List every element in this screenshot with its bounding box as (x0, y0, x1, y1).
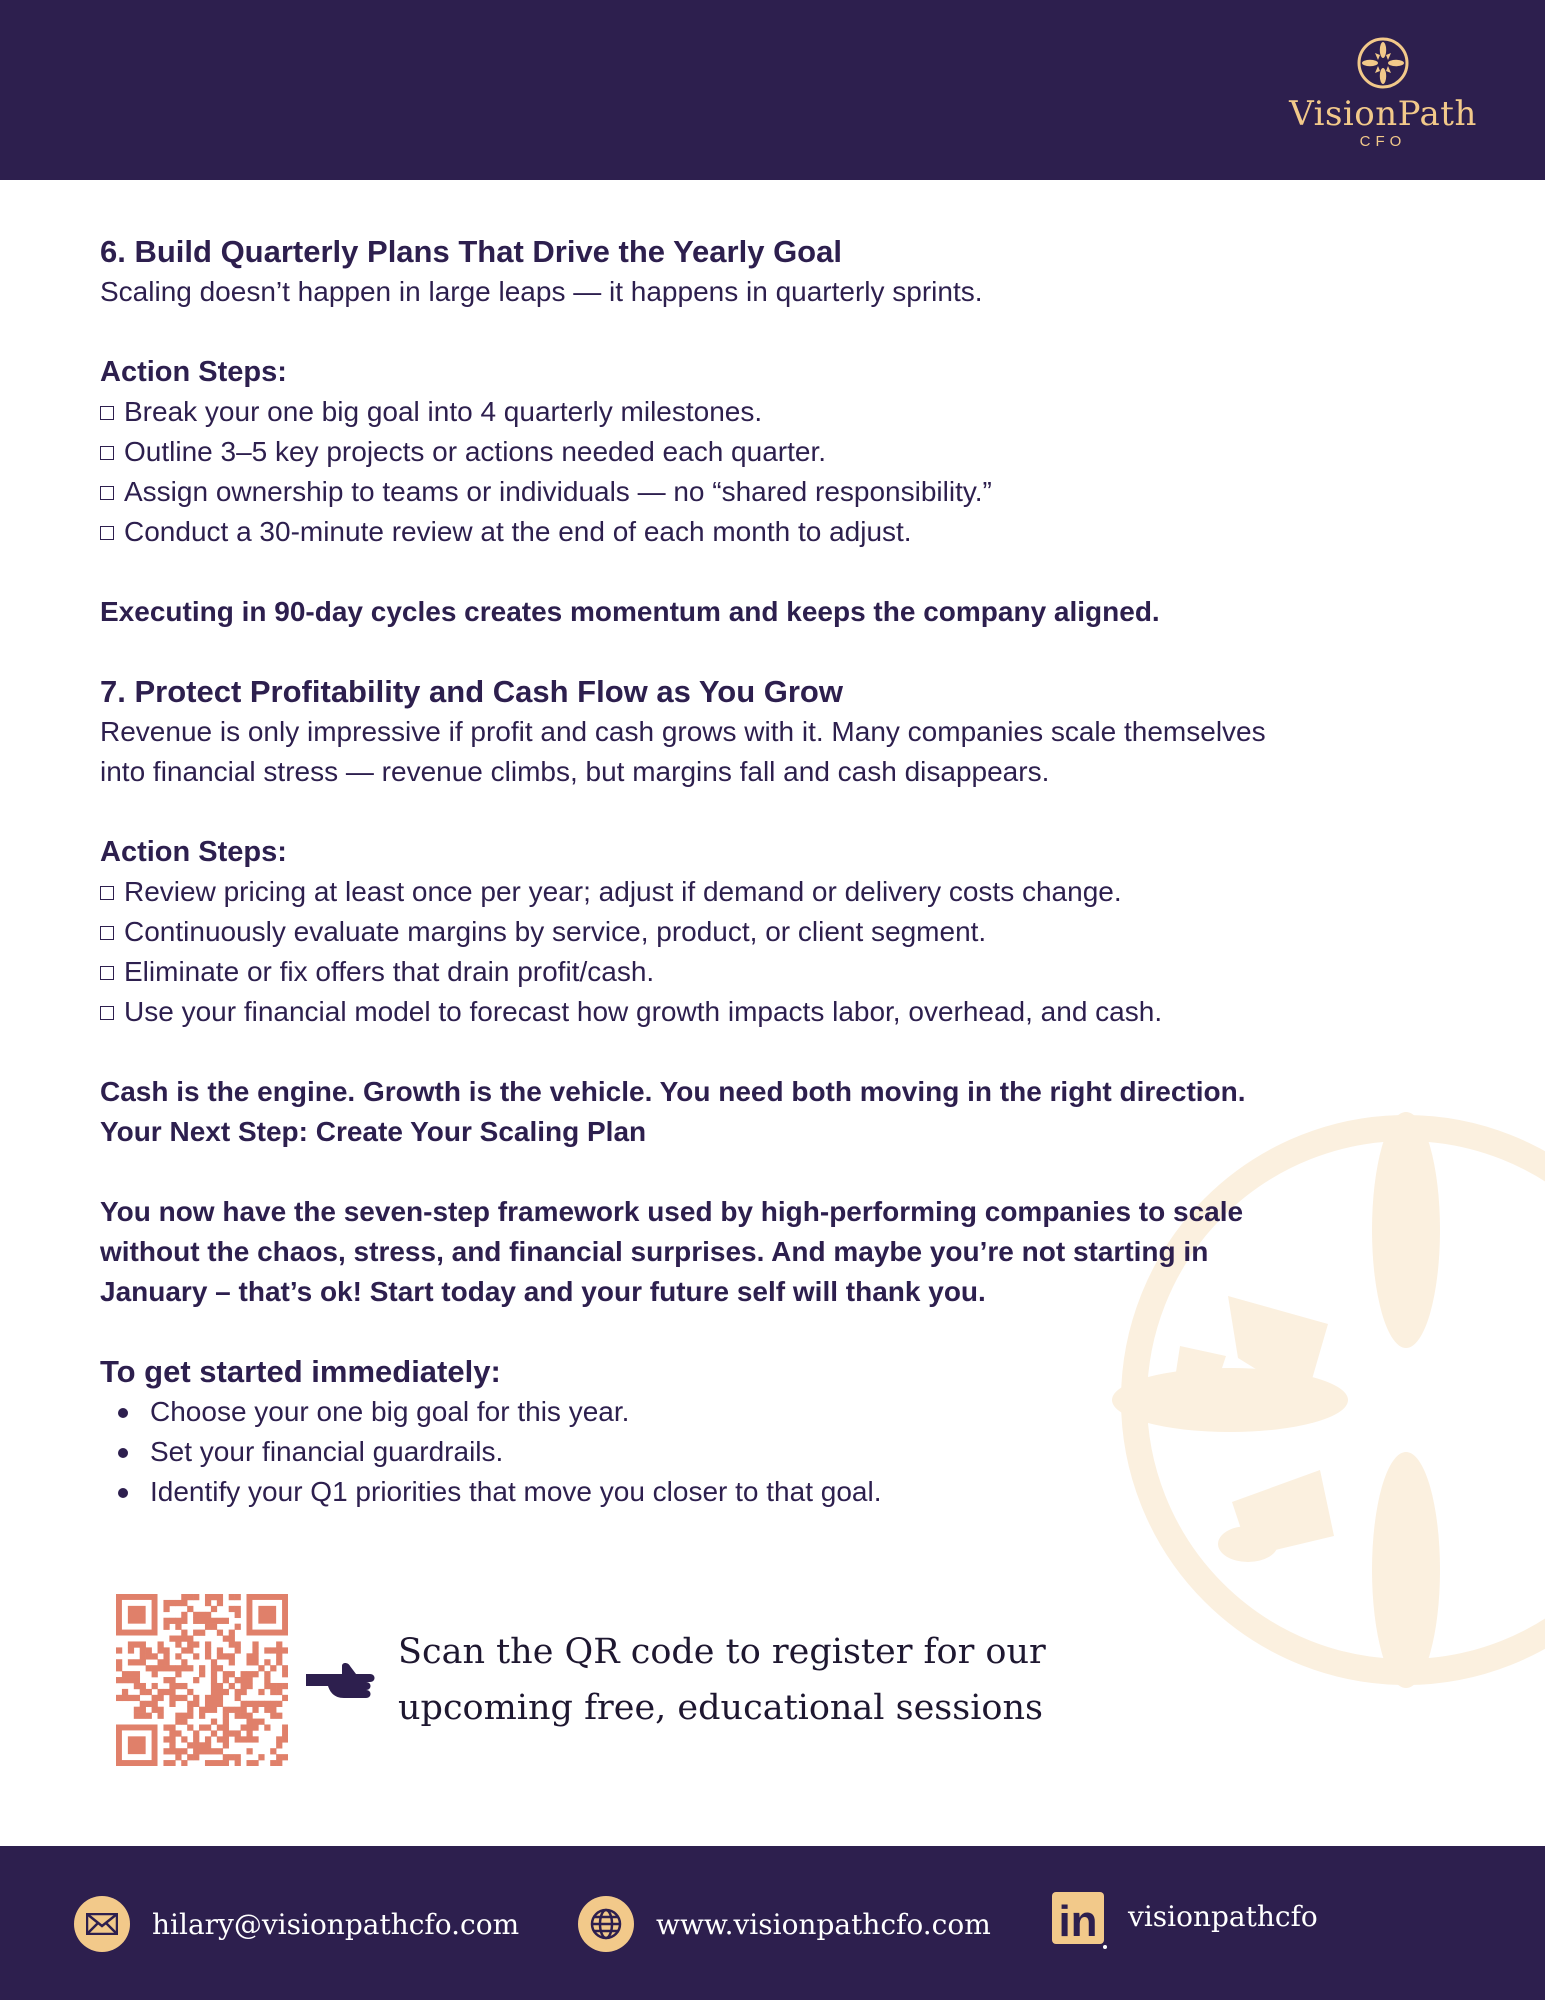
brand-name: VisionPath (1289, 94, 1477, 134)
section-6-title: 6. Build Quarterly Plans That Drive the Yearly Goal (100, 234, 842, 269)
checkbox-icon (100, 446, 114, 460)
checkbox-icon (100, 926, 114, 940)
list-item: Set your financial guardrails. (150, 1432, 1430, 1472)
brand-sub: CFO (1359, 133, 1407, 150)
section-6-action-label: Action Steps: (100, 356, 287, 388)
qr-instruction-line: upcoming free, educational sessions (398, 1688, 1043, 1728)
envelope-icon (74, 1896, 130, 1952)
qr-code[interactable] (116, 1594, 288, 1766)
checkbox-icon (100, 526, 114, 540)
section-6-takeaway: Executing in 90-day cycles creates momentum and keeps the company aligned. (100, 596, 1160, 627)
footer-email[interactable] (74, 1896, 519, 1952)
qr-instruction-line: Scan the QR code to register for our (398, 1632, 1046, 1672)
closing-line: You now have the seven-step framework used by high-performing companies to scale (100, 1196, 1244, 1227)
checkbox-icon (100, 886, 114, 900)
checklist-item: Use your financial model to forecast how growth impacts labor, overhead, and cash. (100, 992, 1430, 1032)
page-header (0, 0, 1545, 180)
section-7-action-label: Action Steps: (100, 836, 287, 868)
checklist-item: Conduct a 30-minute review at the end of each month to adjust. (100, 512, 1430, 552)
checklist-item: Review pricing at least once per year; adjust if demand or delivery costs change. (100, 872, 1430, 912)
qr-instruction (398, 1624, 1098, 1736)
globe-icon (578, 1896, 634, 1952)
section-7-intro-line: Revenue is only impressive if profit and cash grows with it. Many companies scale themselves (100, 716, 1266, 747)
checkbox-icon (100, 406, 114, 420)
page-footer (0, 1846, 1545, 2000)
checkbox-icon (100, 966, 114, 980)
section-7-title: 7. Protect Profitability and Cash Flow as You Grow (100, 674, 843, 709)
linkedin-icon (1052, 1892, 1108, 1948)
main-content (100, 232, 1430, 1512)
linkedin-link[interactable]: visionpathcfo (1128, 1899, 1318, 1933)
section-7-intro-line: into financial stress — revenue climbs, but margins fall and cash disappears. (100, 756, 1050, 787)
logo-mark-icon (1356, 36, 1410, 90)
next-step-heading: Your Next Step: Create Your Scaling Plan (100, 1116, 647, 1147)
closing-line: without the chaos, stress, and financial surprises. And maybe you’re not starting in (100, 1236, 1209, 1267)
checklist-item: Continuously evaluate margins by service, product, or client segment. (100, 912, 1430, 952)
checklist-item: Eliminate or fix offers that drain profit/cash. (100, 952, 1430, 992)
checklist-item: Outline 3–5 key projects or actions needed each quarter. (100, 432, 1430, 472)
section-7-takeaway: Cash is the engine. Growth is the vehicle. You need both moving in the right direction. (100, 1076, 1246, 1107)
list-item: Choose your one big goal for this year. (150, 1392, 1430, 1432)
closing-line: January – that’s ok! Start today and your future self will thank you. (100, 1276, 986, 1307)
pointing-hand-icon (304, 1660, 378, 1706)
checkbox-icon (100, 486, 114, 500)
section-6-intro: Scaling doesn’t happen in large leaps — it happens in quarterly sprints. (100, 276, 983, 307)
checkbox-icon (100, 1006, 114, 1020)
brand-logo (1283, 36, 1483, 150)
linkedin-logo-text: in (1058, 1897, 1098, 1946)
get-started-list (100, 1392, 1430, 1512)
list-item: Identify your Q1 priorities that move you closer to that goal. (150, 1472, 1430, 1512)
footer-linkedin[interactable] (1052, 1892, 1318, 1948)
checklist-item: Break your one big goal into 4 quarterly milestones. (100, 392, 1430, 432)
get-started-title: To get started immediately: (100, 1354, 501, 1389)
checklist-item: Assign ownership to teams or individuals — no “shared responsibility.” (100, 472, 1430, 512)
footer-website[interactable] (578, 1896, 991, 1952)
email-link[interactable]: hilary@visionpathcfo.com (152, 1907, 520, 1941)
website-link[interactable]: www.visionpathcfo.com (656, 1907, 991, 1941)
